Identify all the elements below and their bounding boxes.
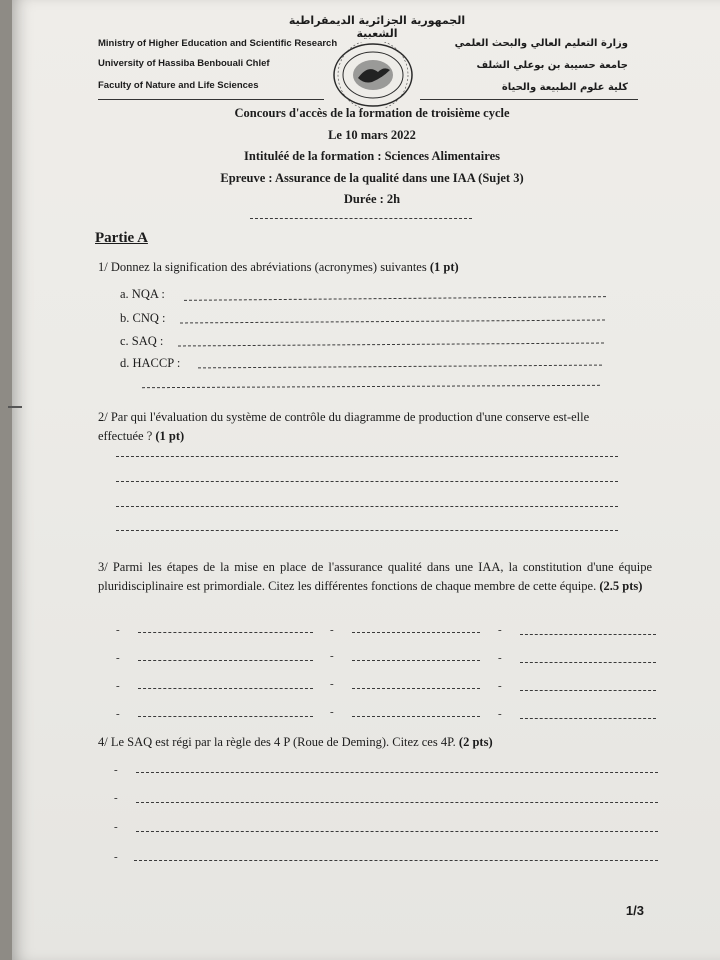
answer-line[interactable] [198,365,602,369]
bullet: - [330,706,334,718]
university-seal-icon [332,42,414,108]
answer-line[interactable] [142,385,600,388]
answer-line[interactable] [138,716,313,717]
answer-line[interactable] [116,481,618,482]
answer-line[interactable] [180,320,605,324]
answer-line[interactable] [138,660,313,661]
q1-item-nqa: a. NQA : [120,287,165,301]
bullet: - [114,764,118,776]
header-rule-right [420,99,638,100]
answer-line[interactable] [520,634,656,635]
answer-line[interactable] [138,688,313,689]
q1-item-cnq: b. CNQ : [120,311,166,325]
answer-line[interactable] [352,716,480,717]
faculty-name-arabic: كلية علوم الطبيعة والحياة [501,82,628,93]
question-2: 2/ Par qui l'évaluation du système de contrôle du diagramme de production d'une conserve est-elle effectuée ? (1 pt) [98,410,590,443]
answer-line[interactable] [136,831,658,832]
exam-subject: Epreuve : Assurance de la qualité dans une IAA (Sujet 3) [220,171,524,185]
question-3: 3/ Parmi les étapes de la mise en place de l'assurance qualité dans une IAA, la constitution d'une équipe pluridisciplinaire est primordiale. Citez les différentes fonctions de chaque membre de cette équipe. (2.5 pts) [98,560,652,593]
q1-item-saq: c. SAQ : [120,334,164,348]
answer-line[interactable] [520,690,656,691]
ministry-name-arabic: وزارة التعليم العالي والبحث العلمي [454,38,628,49]
answer-line[interactable] [134,860,658,861]
bullet: - [114,792,118,804]
university-name: University of Hassiba Benbouali Chlef [98,58,270,69]
question-1: 1/ Donnez la signification des abréviations (acronymes) suivantes (1 pt) [98,260,459,274]
page-number: 1/3 [625,903,644,918]
exam-title: Concours d'accès de la formation de troisième cycle [234,106,510,120]
bullet: - [116,708,120,720]
bullet: - [330,678,334,690]
bullet: - [114,821,118,833]
bullet: - [116,624,120,636]
answer-line[interactable] [520,718,656,719]
exam-duration: Durée : 2h [343,192,401,206]
ministry-name: Ministry of Higher Education and Scientific Research [98,38,338,49]
bullet: - [116,652,120,664]
answer-line[interactable] [178,343,604,347]
answer-line[interactable] [116,530,618,531]
margin-mark [8,406,22,408]
bullet: - [114,851,118,863]
answer-line[interactable] [116,456,618,457]
answer-line[interactable] [352,688,480,689]
answer-line[interactable] [352,660,480,661]
question-4: 4/ Le SAQ est régi par la règle des 4 P (Roue de Deming). Citez ces 4P. (2 pts) [98,735,493,749]
faculty-name: Faculty of Nature and Life Sciences [98,80,259,91]
header-rule-left [98,99,324,100]
answer-line[interactable] [116,506,618,507]
training-title: Intituléé de la formation : Sciences Alimentaires [244,149,500,163]
bullet: - [498,680,502,692]
arabic-republic-title: الجمهورية الجزائرية الديمقراطية الشعبية [288,14,466,40]
bullet: - [116,680,120,692]
answer-line[interactable] [136,802,658,803]
bullet: - [498,652,502,664]
answer-line[interactable] [138,632,313,633]
university-name-arabic: جامعة حسيبة بن بوعلي الشلف [476,60,628,71]
bullet: - [330,650,334,662]
exam-page [12,0,720,960]
answer-line[interactable] [352,632,480,633]
title-separator [250,218,472,219]
section-title: Partie A [95,230,148,246]
answer-line[interactable] [520,662,656,663]
answer-line[interactable] [184,296,606,301]
q1-item-haccp: d. HACCP : [120,356,181,370]
bullet: - [498,708,502,720]
answer-line[interactable] [136,772,658,773]
bullet: - [330,624,334,636]
bullet: - [498,624,502,636]
exam-date: Le 10 mars 2022 [328,128,416,142]
